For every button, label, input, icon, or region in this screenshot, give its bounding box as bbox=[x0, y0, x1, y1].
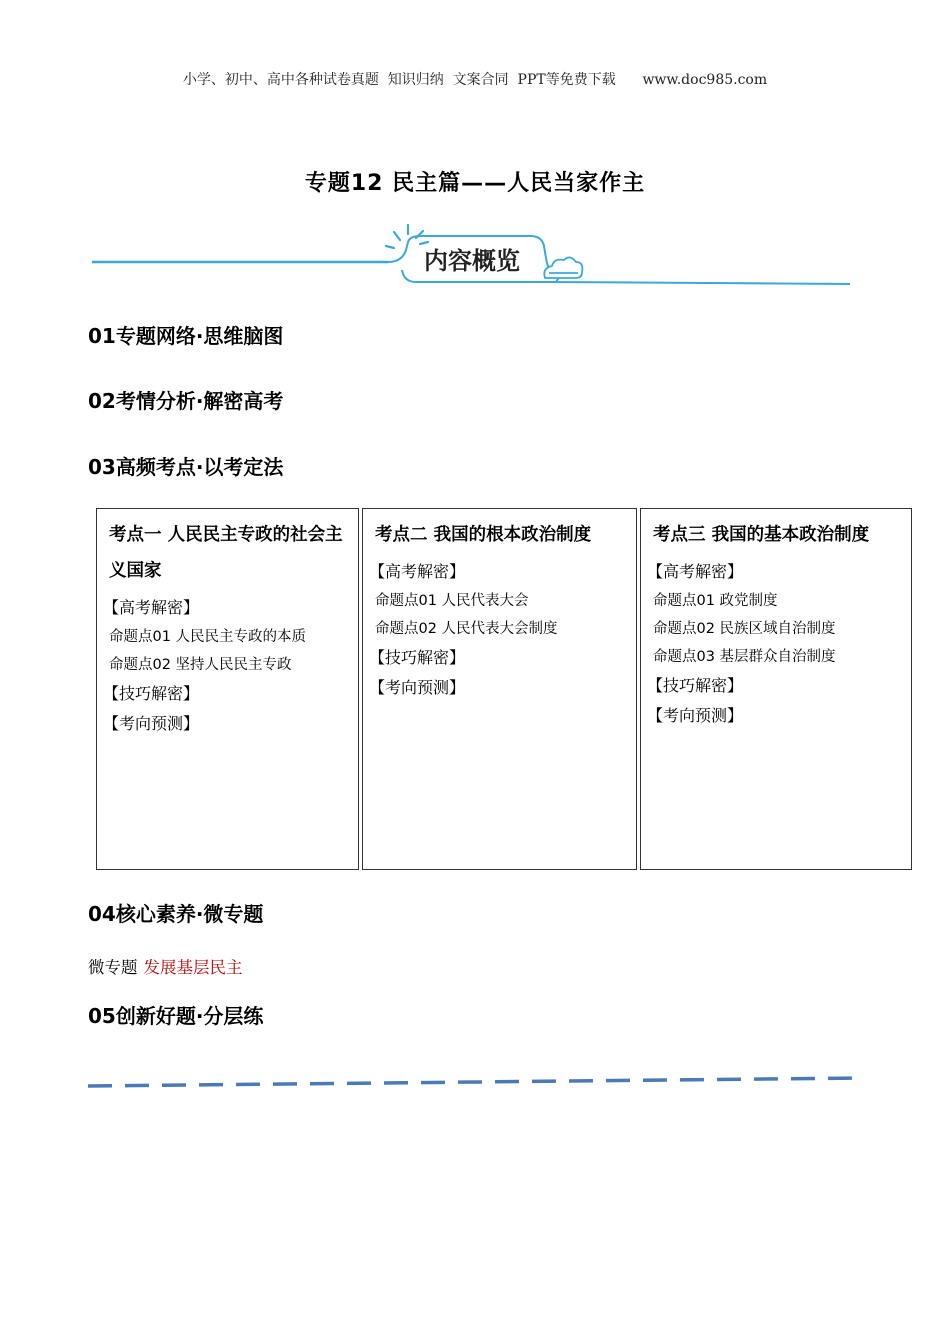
kaodian-2-title: 考点二 我国的根本政治制度 bbox=[375, 525, 592, 545]
kaodian-2-jiqiao: 【技巧解密】 bbox=[369, 648, 466, 667]
kaodian-2-box bbox=[362, 508, 637, 870]
kaodian-3-point-3: 命题点03 基层群众自治制度 bbox=[653, 649, 836, 665]
kaodian-3-box bbox=[640, 508, 912, 870]
dashed-divider bbox=[86, 1070, 868, 1094]
section-02-heading: 02考情分析·解密高考 bbox=[88, 389, 284, 413]
section-05-heading: 05创新好题·分层练 bbox=[88, 1004, 264, 1028]
micro-topic-link[interactable]: 发展基层民主 bbox=[143, 958, 243, 977]
document-title: 专题12 民主篇——人民当家作主 bbox=[304, 171, 646, 196]
micro-topic-line bbox=[88, 954, 243, 978]
overview-banner bbox=[90, 222, 860, 292]
micro-topic-prefix: 微专题 bbox=[88, 958, 138, 977]
kaodian-1-jiqiao: 【技巧解密】 bbox=[103, 684, 200, 703]
kaodian-3-point-1: 命题点01 政党制度 bbox=[653, 593, 778, 609]
cloud-icon bbox=[544, 257, 582, 278]
kaodian-3-title: 考点三 我国的基本政治制度 bbox=[653, 525, 870, 545]
kaodian-3-point-2: 命题点02 民族区域自治制度 bbox=[653, 621, 836, 637]
kaodian-2-gaokao: 【高考解密】 bbox=[369, 562, 466, 581]
kaodian-2-kaoxiang: 【考向预测】 bbox=[369, 678, 466, 697]
kaodian-1-title: 考点一 人民民主专政的社会主义国家 bbox=[109, 525, 343, 581]
section-01-heading: 01专题网络·思维脑图 bbox=[88, 324, 284, 348]
kaodian-1-kaoxiang: 【考向预测】 bbox=[103, 714, 200, 733]
kaodian-1-gaokao: 【高考解密】 bbox=[103, 598, 200, 617]
kaodian-2-point-1: 命题点01 人民代表大会 bbox=[375, 593, 529, 609]
kaodian-3-jiqiao: 【技巧解密】 bbox=[647, 676, 744, 695]
kaodian-1-point-1: 命题点01 人民民主专政的本质 bbox=[109, 629, 307, 645]
section-03-heading: 03高频考点·以考定法 bbox=[88, 455, 284, 479]
kaodian-1-box bbox=[96, 508, 359, 870]
section-04-heading: 04核心素养·微专题 bbox=[88, 902, 264, 926]
overview-label: 内容概览 bbox=[424, 247, 520, 275]
page-header: 小学、初中、高中各种试卷真题 知识归纳 文案合同 PPT等免费下载 www.doc985.com bbox=[182, 72, 768, 88]
kaodian-2-point-2: 命题点02 人民代表大会制度 bbox=[375, 621, 558, 637]
kaodian-1-point-2: 命题点02 坚持人民民主专政 bbox=[109, 657, 292, 673]
kaodian-3-gaokao: 【高考解密】 bbox=[647, 562, 744, 581]
kaodian-3-kaoxiang: 【考向预测】 bbox=[647, 706, 744, 725]
